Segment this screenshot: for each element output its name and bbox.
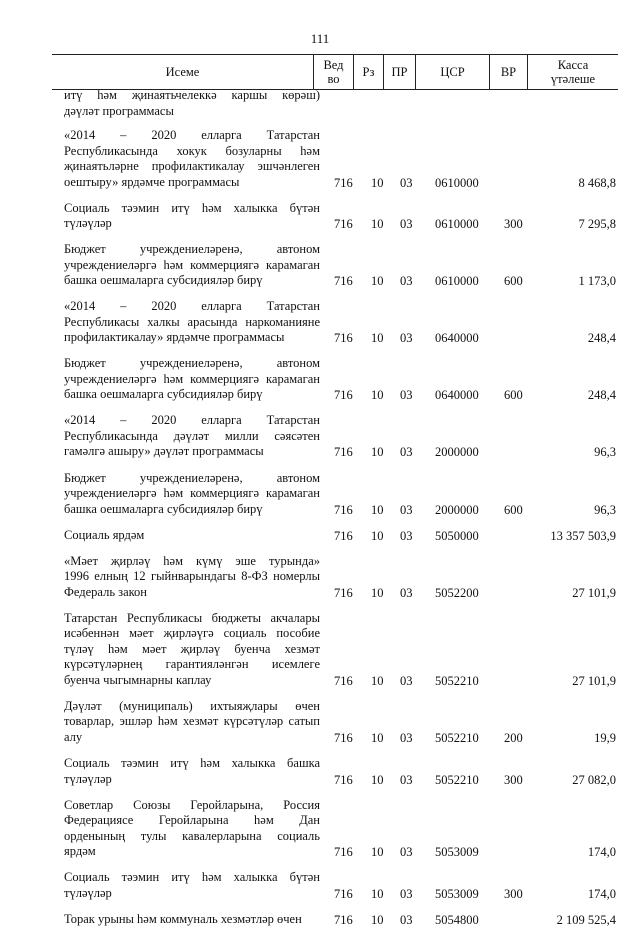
table-row (0, 299, 640, 356)
row-rz: 10 (371, 772, 384, 787)
row-pr: 03 (400, 528, 413, 543)
row-name-line: Республикасында хокук бозуларны һәм (64, 143, 320, 158)
row-name (64, 870, 320, 901)
row-pr: 03 (400, 274, 413, 289)
row-name-line: Республикасында дәүләт милли сәясәтен (64, 428, 320, 443)
row-rz: 10 (371, 912, 384, 927)
header-ved-label: Ведво (323, 58, 344, 86)
row-name-line: башка оешмаларга субсидияләр бирү (64, 501, 263, 516)
row-name-line: дәүләт программасы (64, 103, 174, 118)
row-vr: 300 (504, 772, 523, 787)
row-ved: 716 (334, 886, 353, 901)
row-vr: 300 (504, 886, 523, 901)
table-row (0, 870, 640, 912)
row-name (64, 912, 320, 928)
row-name-line: Бюджет учреждениеләренә, автоном (64, 470, 320, 485)
row-name (64, 299, 320, 346)
table-row (0, 699, 640, 756)
row-ved: 716 (334, 445, 353, 460)
row-name-line: Бюджет учреждениеләренә, автоном (64, 356, 320, 371)
table-body (0, 88, 640, 938)
row-sum: 19,9 (594, 730, 616, 745)
row-ved: 716 (334, 274, 353, 289)
row-name-line: учреждениеләргә һәм коммерциягә карамаган (64, 486, 320, 501)
row-vr: 200 (504, 730, 523, 745)
row-name-line: учреждениеләргә һәм коммерциягә карамаган (64, 257, 320, 272)
table-row (0, 88, 640, 128)
table-row (0, 554, 640, 611)
table-row (0, 912, 640, 938)
row-csr: 0610000 (435, 175, 479, 190)
row-name-line: орденының тулы кавалерларына социаль (64, 828, 320, 843)
header-rz-label: Рз (362, 65, 375, 79)
header-rz (354, 55, 384, 89)
row-name-line: ярдәм (64, 844, 96, 859)
row-csr: 0640000 (435, 331, 479, 346)
row-rz: 10 (371, 388, 384, 403)
header-name (52, 55, 314, 89)
header-vr-label: ВР (500, 65, 517, 79)
table-row (0, 471, 640, 528)
row-name-line: Советлар Союзы Геройларына, Россия (64, 797, 320, 812)
row-sum: 27 101,9 (572, 673, 616, 688)
row-name-line: Республикасы халкы арасында наркоманияне (64, 314, 320, 329)
row-name-line: Бюджет учреждениеләренә, автоном (64, 242, 320, 257)
table-row (0, 201, 640, 243)
row-ved: 716 (334, 730, 353, 745)
row-name-line: Торак урыны һәм коммуналь хезмәтләр өчен (64, 911, 302, 926)
row-ved: 716 (334, 673, 353, 688)
row-csr: 5052200 (435, 585, 479, 600)
row-name-line: буенча чыгымнарны каплау (64, 672, 212, 687)
row-sum: 7 295,8 (578, 217, 616, 232)
row-name-line: «2014 – 2020 елларга Татарстан (64, 299, 320, 314)
row-name-line: Татарстан Республикасы бюджеты акчалары (64, 610, 320, 625)
row-name (64, 128, 320, 190)
row-sum: 96,3 (594, 445, 616, 460)
row-vr: 600 (504, 388, 523, 403)
header-sum-label: Касса үтәлеше (550, 58, 596, 86)
row-name-line: профилактикалау» ярдәмче программасы (64, 330, 285, 345)
row-name-line: җинаятьләрне профилактикалау эшчәнлеген (64, 159, 320, 173)
table-row (0, 528, 640, 554)
row-name-line: гамәлгә ашыру» дәүләт программасы (64, 444, 264, 459)
row-sum: 248,4 (587, 388, 616, 403)
row-rz: 10 (371, 502, 384, 517)
row-pr: 03 (400, 445, 413, 460)
row-rz: 10 (371, 217, 384, 232)
row-name-line: Социаль ярдәм (64, 527, 145, 542)
row-rz: 10 (371, 673, 384, 688)
header-pr-label: ПР (391, 65, 408, 79)
row-name (64, 201, 320, 232)
row-ved: 716 (334, 388, 353, 403)
row-csr: 5052210 (435, 673, 479, 688)
row-csr: 5052210 (435, 772, 479, 787)
row-name-line: «2014 – 2020 елларга Татарстан (64, 413, 320, 428)
header-vr (490, 55, 528, 89)
row-pr: 03 (400, 845, 413, 860)
row-ved: 716 (334, 912, 353, 927)
row-csr: 0610000 (435, 274, 479, 289)
row-name (64, 699, 320, 746)
row-sum: 27 082,0 (572, 772, 616, 787)
row-sum: 174,0 (587, 845, 616, 860)
row-name-line: түләүләр (64, 885, 112, 900)
row-rz: 10 (371, 331, 384, 346)
header-csr-label: ЦСР (440, 65, 465, 79)
row-name-line: «2014 – 2020 елларга Татарстан (64, 128, 320, 142)
row-csr: 5050000 (435, 528, 479, 543)
row-rz: 10 (371, 730, 384, 745)
row-name (64, 611, 320, 689)
page-number: 111 (310, 31, 330, 46)
row-name-line: исәбеннән мәет җирләүгә социаль пособие (64, 626, 320, 641)
row-rz: 10 (371, 845, 384, 860)
row-rz: 10 (371, 445, 384, 460)
row-rz: 10 (371, 886, 384, 901)
row-name (64, 471, 320, 518)
row-csr: 5053009 (435, 886, 479, 901)
table-header (52, 54, 618, 90)
row-csr: 2000000 (435, 502, 479, 517)
header-name-label: Исеме (165, 65, 200, 79)
table-row (0, 413, 640, 470)
row-name (64, 413, 320, 460)
row-rz: 10 (371, 528, 384, 543)
row-name-line: Социаль тәэмин итү һәм халыкка бүтән (64, 200, 320, 215)
row-name-line: түләү һәм мәет җирләү буенча хезмәт (64, 641, 320, 656)
row-csr: 5054800 (435, 912, 479, 927)
row-name-line: оештыру» ярдәмче программасы (64, 174, 240, 189)
row-csr: 5053009 (435, 845, 479, 860)
row-name-line: учреждениеләргә һәм коммерциягә карамаган (64, 371, 320, 386)
table-row (0, 128, 640, 201)
row-sum: 96,3 (594, 502, 616, 517)
row-name (64, 242, 320, 289)
row-ved: 716 (334, 502, 353, 517)
row-name (64, 356, 320, 403)
row-vr: 300 (504, 217, 523, 232)
header-ved (314, 55, 354, 89)
row-ved: 716 (334, 772, 353, 787)
row-name (64, 756, 320, 787)
row-name-line: түләүләр (64, 216, 112, 231)
row-csr: 2000000 (435, 445, 479, 460)
row-name (64, 528, 320, 544)
row-csr: 5052210 (435, 730, 479, 745)
table-row (0, 756, 640, 798)
row-vr: 600 (504, 502, 523, 517)
row-name-line: Дәүләт (муниципаль) ихтыяҗлары өчен (64, 698, 320, 713)
row-sum: 1 173,0 (578, 274, 616, 289)
row-pr: 03 (400, 772, 413, 787)
row-pr: 03 (400, 217, 413, 232)
row-name-line: товарлар, эшләр һәм хезмәт күрсәтүләр сатып (64, 714, 320, 729)
row-name-line: «Мәет җирләү һәм күмү эше турында» (64, 553, 320, 568)
header-csr (416, 55, 490, 89)
row-pr: 03 (400, 886, 413, 901)
row-pr: 03 (400, 502, 413, 517)
row-pr: 03 (400, 912, 413, 927)
row-ved: 716 (334, 585, 353, 600)
table-row (0, 356, 640, 413)
row-name-line: итү һәм җинаятьчелеккә каршы көрәш) (64, 88, 320, 102)
row-rz: 10 (371, 175, 384, 190)
row-pr: 03 (400, 585, 413, 600)
row-name (64, 798, 320, 860)
row-csr: 0610000 (435, 217, 479, 232)
row-name-line: күрсәтүләрнең гарантияләнгән исемлеге (64, 657, 320, 672)
row-sum: 13 357 503,9 (550, 528, 616, 543)
row-ved: 716 (334, 845, 353, 860)
header-sum (528, 55, 618, 89)
row-sum: 174,0 (587, 886, 616, 901)
row-pr: 03 (400, 331, 413, 346)
table-row (0, 798, 640, 871)
row-name-line: башка оешмаларга субсидияләр бирү (64, 273, 263, 288)
row-ved: 716 (334, 331, 353, 346)
row-pr: 03 (400, 388, 413, 403)
row-ved: 716 (334, 217, 353, 232)
row-sum: 8 468,8 (578, 175, 616, 190)
header-pr (384, 55, 416, 89)
row-ved: 716 (334, 175, 353, 190)
row-sum: 248,4 (587, 331, 616, 346)
row-pr: 03 (400, 175, 413, 190)
row-name-line: Социаль тәэмин итү һәм халыкка башка (64, 756, 320, 771)
row-pr: 03 (400, 730, 413, 745)
table-row (0, 611, 640, 699)
row-name-line: башка оешмаларга субсидияләр бирү (64, 387, 263, 402)
row-vr: 600 (504, 274, 523, 289)
row-name (64, 88, 320, 119)
row-csr: 0640000 (435, 388, 479, 403)
row-sum: 2 109 525,4 (556, 912, 616, 927)
row-name-line: алу (64, 729, 83, 744)
row-ved: 716 (334, 528, 353, 543)
row-name-line: түләүләр (64, 771, 112, 786)
row-pr: 03 (400, 673, 413, 688)
table-row (0, 242, 640, 299)
row-name-line: Социаль тәэмин итү һәм халыкка бүтән (64, 870, 320, 885)
row-rz: 10 (371, 585, 384, 600)
row-name-line: 1996 елның 12 гыйнварындагы 8-ФЗ номерлы (64, 569, 320, 584)
row-name (64, 554, 320, 601)
row-name-line: Федерациясе Геройларына һәм Дан (64, 813, 320, 828)
row-sum: 27 101,9 (572, 585, 616, 600)
row-rz: 10 (371, 274, 384, 289)
row-name-line: Федераль закон (64, 584, 148, 599)
